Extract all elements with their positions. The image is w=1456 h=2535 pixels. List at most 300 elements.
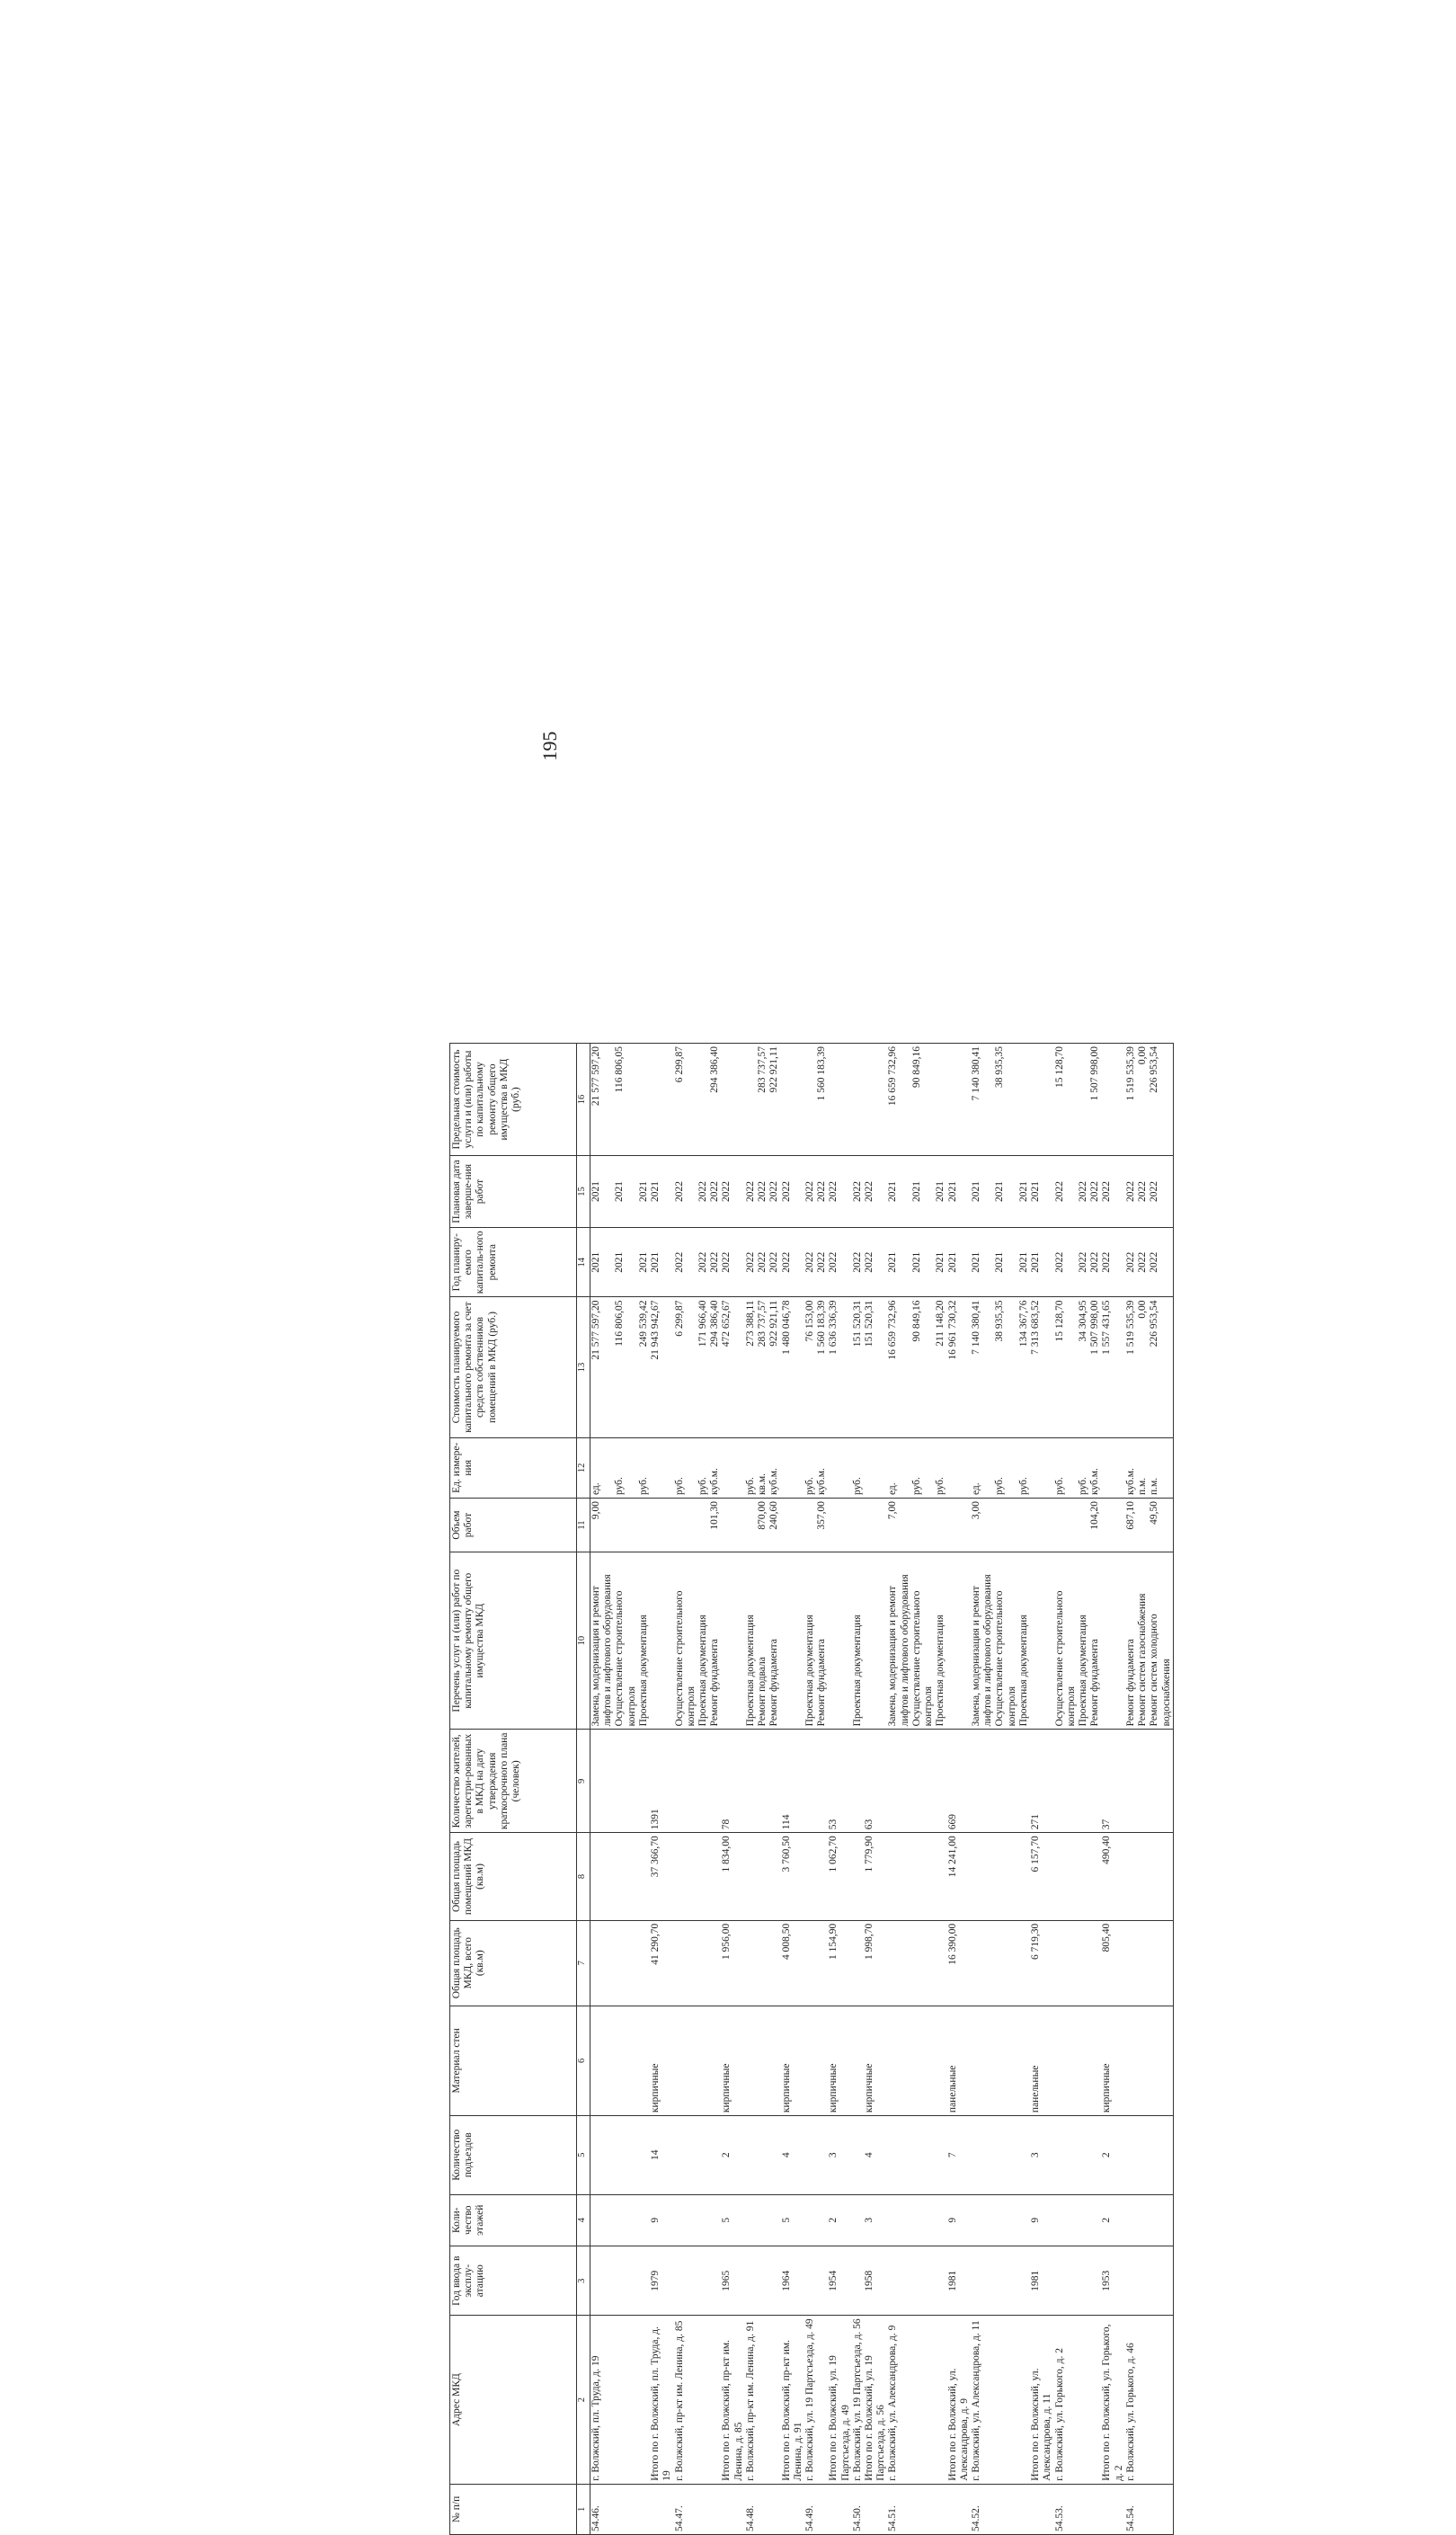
- cell-col-9: [935, 1730, 946, 1833]
- cell-col-11: [994, 1499, 1017, 1552]
- cell-col-12: руб.: [638, 1437, 650, 1498]
- cell-col-1: [650, 2484, 673, 2534]
- cell-col-5: [1078, 2116, 1089, 2194]
- column-header-8: Общая площадь помещений МКД (кв.м): [450, 1833, 577, 1920]
- cell-col-3: 1965: [721, 2246, 744, 2315]
- cell-col-8: [674, 1833, 697, 1920]
- cell-col-6: [1078, 2006, 1089, 2115]
- cell-col-2: [816, 2316, 828, 2484]
- cell-col-15: 2021: [887, 1156, 910, 1228]
- cell-col-9: [1078, 1730, 1089, 1833]
- cell-col-1: [781, 2484, 804, 2534]
- cell-col-5: [1018, 2116, 1030, 2194]
- cell-col-11: [911, 1499, 935, 1552]
- cell-col-10: [650, 1552, 673, 1729]
- cell-col-4: [1078, 2194, 1089, 2246]
- cell-col-15: 2022: [864, 1156, 887, 1228]
- cell-col-14: 2021: [1018, 1227, 1030, 1296]
- cell-col-6: [590, 2006, 615, 2115]
- cell-col-16: 1 507 998,00: [1089, 1044, 1101, 1156]
- cell-col-8: [614, 1833, 637, 1920]
- cell-col-1: [1137, 2484, 1149, 2534]
- table-row: [1125, 1044, 1137, 2535]
- table-row: [804, 1044, 816, 2535]
- table-row: [757, 1044, 768, 2535]
- cell-col-12: куб.м.: [768, 1437, 780, 1498]
- cell-col-6: [911, 2006, 935, 2115]
- cell-col-16: [828, 1044, 851, 1156]
- cell-col-15: 2022: [828, 1156, 851, 1228]
- cell-col-2: Итого по г. Волжский, ул. 19 Партсъезда, д. 56: [864, 2316, 887, 2484]
- cell-col-15: 2021: [1018, 1156, 1030, 1228]
- table-row: [721, 1044, 744, 2535]
- cell-col-9: [1054, 1730, 1078, 1833]
- cell-col-11: [697, 1499, 709, 1552]
- column-number-9: 9: [577, 1730, 590, 1833]
- cell-col-10: Проектная документация: [745, 1552, 757, 1729]
- cell-col-5: [887, 2116, 910, 2194]
- cell-col-5: [674, 2116, 697, 2194]
- cell-col-10: Осуществление строительного контроля: [1054, 1552, 1078, 1729]
- cell-col-3: [887, 2246, 910, 2315]
- cell-col-7: [1054, 1920, 1078, 2006]
- cell-col-16: 15 128,70: [1054, 1044, 1078, 1156]
- cell-col-13: 1 519 535,39: [1125, 1297, 1137, 1437]
- cell-col-11: [947, 1499, 971, 1552]
- cell-col-14: 2022: [1054, 1227, 1078, 1296]
- cell-col-10: [828, 1552, 851, 1729]
- cell-col-14: 2021: [947, 1227, 971, 1296]
- cell-col-4: 2: [828, 2194, 851, 2246]
- cell-col-16: [804, 1044, 816, 1156]
- cell-col-11: [935, 1499, 946, 1552]
- cell-col-8: [1125, 1833, 1137, 1920]
- cell-col-9: [745, 1730, 757, 1833]
- cell-col-12: руб.: [674, 1437, 697, 1498]
- cell-col-16: 922 921,11: [768, 1044, 780, 1156]
- column-header-1: № п/п: [450, 2484, 577, 2534]
- cell-col-3: [1137, 2246, 1149, 2315]
- cell-col-13: 1 636 336,39: [828, 1297, 851, 1437]
- cell-col-5: 4: [864, 2116, 887, 2194]
- cell-col-3: [697, 2246, 709, 2315]
- cell-col-14: 2021: [1030, 1227, 1053, 1296]
- cell-col-2: г. Волжский, ул. 19 Партсъезда, д. 56: [852, 2316, 864, 2484]
- cell-col-5: [1054, 2116, 1078, 2194]
- cell-col-4: [816, 2194, 828, 2246]
- cell-col-1: [911, 2484, 935, 2534]
- cell-col-16: 0,00: [1137, 1044, 1149, 1156]
- cell-col-6: [1018, 2006, 1030, 2115]
- cell-col-4: [887, 2194, 910, 2246]
- cell-col-5: 2: [1101, 2116, 1124, 2194]
- cell-col-6: [1137, 2006, 1149, 2115]
- table-row: [994, 1044, 1017, 2535]
- cell-col-11: [721, 1499, 744, 1552]
- cell-col-13: 21 577 597,20: [590, 1297, 615, 1437]
- capital-repair-table: [449, 1043, 1174, 2535]
- cell-col-15: 2022: [852, 1156, 864, 1228]
- column-number-12: 12: [577, 1437, 590, 1498]
- cell-col-5: [804, 2116, 816, 2194]
- cell-col-5: [590, 2116, 615, 2194]
- table-row: [745, 1044, 757, 2535]
- cell-col-6: [1149, 2006, 1173, 2115]
- cell-col-5: [614, 2116, 637, 2194]
- cell-col-16: 1 519 535,39: [1125, 1044, 1137, 1156]
- cell-col-6: [1125, 2006, 1137, 2115]
- cell-col-9: [911, 1730, 935, 1833]
- cell-col-9: [1137, 1730, 1149, 1833]
- cell-col-8: [1078, 1833, 1089, 1920]
- cell-col-3: [709, 2246, 721, 2315]
- cell-col-13: 472 652,67: [721, 1297, 744, 1437]
- cell-col-2: Итого по г. Волжский, ул. Горького, д. 2: [1101, 2316, 1124, 2484]
- cell-col-16: [1018, 1044, 1030, 1156]
- cell-col-8: 1 834,00: [721, 1833, 744, 1920]
- cell-col-10: [1101, 1552, 1124, 1729]
- cell-col-7: [638, 1920, 650, 2006]
- cell-col-7: [757, 1920, 768, 2006]
- cell-col-11: [1030, 1499, 1053, 1552]
- cell-col-8: [935, 1833, 946, 1920]
- cell-col-12: руб.: [994, 1437, 1017, 1498]
- cell-col-12: [1030, 1437, 1053, 1498]
- cell-col-15: 2022: [757, 1156, 768, 1228]
- cell-col-16: [781, 1044, 804, 1156]
- cell-col-13: 15 128,70: [1054, 1297, 1078, 1437]
- cell-col-7: 6 719,30: [1030, 1920, 1053, 2006]
- cell-col-4: [745, 2194, 757, 2246]
- column-number-16: 16: [577, 1044, 590, 1156]
- cell-col-13: 6 299,87: [674, 1297, 697, 1437]
- cell-col-15: 2022: [709, 1156, 721, 1228]
- cell-col-1: 54.50.: [852, 2484, 864, 2534]
- cell-col-16: 16 659 732,96: [887, 1044, 910, 1156]
- table-row: [1149, 1044, 1173, 2535]
- cell-col-15: 2022: [674, 1156, 697, 1228]
- cell-col-15: 2021: [971, 1156, 994, 1228]
- cell-col-15: 2021: [614, 1156, 637, 1228]
- cell-col-2: [757, 2316, 768, 2484]
- cell-col-9: 114: [781, 1730, 804, 1833]
- cell-col-10: Осуществление строительного контроля: [614, 1552, 637, 1729]
- cell-col-11: [1078, 1499, 1089, 1552]
- cell-col-1: [994, 2484, 1017, 2534]
- cell-col-7: 805,40: [1101, 1920, 1124, 2006]
- cell-col-6: [638, 2006, 650, 2115]
- cell-col-1: [614, 2484, 637, 2534]
- cell-col-14: 2022: [721, 1227, 744, 1296]
- cell-col-11: 240,60: [768, 1499, 780, 1552]
- cell-col-3: [638, 2246, 650, 2315]
- cell-col-1: 54.48.: [745, 2484, 757, 2534]
- cell-col-15: 2021: [650, 1156, 673, 1228]
- cell-col-7: [1149, 1920, 1173, 2006]
- cell-col-6: [757, 2006, 768, 2115]
- cell-col-1: [1078, 2484, 1089, 2534]
- cell-col-16: 1 560 183,39: [816, 1044, 828, 1156]
- cell-col-1: 54.51.: [887, 2484, 910, 2534]
- cell-col-9: [971, 1730, 994, 1833]
- cell-col-1: [935, 2484, 946, 2534]
- cell-col-11: [1018, 1499, 1030, 1552]
- cell-col-2: [994, 2316, 1017, 2484]
- cell-col-3: 1981: [1030, 2246, 1053, 2315]
- cell-col-16: 294 386,40: [709, 1044, 721, 1156]
- cell-col-7: [745, 1920, 757, 2006]
- cell-col-10: Осуществление строительного контроля: [674, 1552, 697, 1729]
- cell-col-16: [852, 1044, 864, 1156]
- cell-col-7: [911, 1920, 935, 2006]
- cell-col-13: 7 313 683,52: [1030, 1297, 1053, 1437]
- cell-col-16: [1101, 1044, 1124, 1156]
- cell-col-8: [816, 1833, 828, 1920]
- cell-col-12: [1101, 1437, 1124, 1498]
- cell-col-8: [757, 1833, 768, 1920]
- cell-col-15: 2022: [1089, 1156, 1101, 1228]
- column-number-11: 11: [577, 1499, 590, 1552]
- cell-col-13: 7 140 380,41: [971, 1297, 994, 1437]
- cell-col-11: [650, 1499, 673, 1552]
- cell-col-15: 2022: [1149, 1156, 1173, 1228]
- column-header-4: Коли-чество этажей: [450, 2194, 577, 2246]
- cell-col-3: 1964: [781, 2246, 804, 2315]
- cell-col-9: [674, 1730, 697, 1833]
- cell-col-14: 2022: [804, 1227, 816, 1296]
- column-header-5: Количество подъездов: [450, 2116, 577, 2194]
- cell-col-2: [638, 2316, 650, 2484]
- cell-col-8: [1149, 1833, 1173, 1920]
- cell-col-6: кирпичные: [864, 2006, 887, 2115]
- cell-col-12: куб.м.: [1089, 1437, 1101, 1498]
- cell-col-1: 54.54.: [1125, 2484, 1137, 2534]
- cell-col-16: [721, 1044, 744, 1156]
- cell-col-5: [816, 2116, 828, 2194]
- cell-col-15: 2021: [590, 1156, 615, 1228]
- cell-col-9: [804, 1730, 816, 1833]
- cell-col-16: [745, 1044, 757, 1156]
- cell-col-16: 116 806,05: [614, 1044, 637, 1156]
- cell-col-4: [1137, 2194, 1149, 2246]
- cell-col-3: 1981: [947, 2246, 971, 2315]
- cell-col-8: [911, 1833, 935, 1920]
- cell-col-10: Проектная документация: [638, 1552, 650, 1729]
- cell-col-6: [887, 2006, 910, 2115]
- cell-col-13: 21 943 942,67: [650, 1297, 673, 1437]
- cell-col-14: 2022: [1137, 1227, 1149, 1296]
- cell-col-13: 1 560 183,39: [816, 1297, 828, 1437]
- cell-col-12: руб.: [852, 1437, 864, 1498]
- cell-col-3: [994, 2246, 1017, 2315]
- cell-col-15: 2022: [1101, 1156, 1124, 1228]
- cell-col-6: панельные: [1030, 2006, 1053, 2115]
- cell-col-4: [935, 2194, 946, 2246]
- cell-col-4: [971, 2194, 994, 2246]
- cell-col-15: 2022: [816, 1156, 828, 1228]
- cell-col-14: 2021: [911, 1227, 935, 1296]
- cell-col-11: [1054, 1499, 1078, 1552]
- cell-col-6: [935, 2006, 946, 2115]
- cell-col-10: Осуществление строительного контроля: [994, 1552, 1017, 1729]
- cell-col-4: [1054, 2194, 1078, 2246]
- column-number-14: 14: [577, 1227, 590, 1296]
- cell-col-6: [674, 2006, 697, 2115]
- cell-col-1: [757, 2484, 768, 2534]
- table-row: [697, 1044, 709, 2535]
- cell-col-11: 49,50: [1149, 1499, 1173, 1552]
- cell-col-15: 2022: [1078, 1156, 1089, 1228]
- cell-col-13: 1 557 431,65: [1101, 1297, 1124, 1437]
- column-header-7: Общая площадь МКД, всего (кв.м): [450, 1920, 577, 2006]
- cell-col-5: [1125, 2116, 1137, 2194]
- cell-col-12: руб.: [614, 1437, 637, 1498]
- cell-col-9: [768, 1730, 780, 1833]
- cell-col-12: руб.: [745, 1437, 757, 1498]
- column-number-15: 15: [577, 1156, 590, 1228]
- cell-col-12: [650, 1437, 673, 1498]
- cell-col-13: 1 507 998,00: [1089, 1297, 1101, 1437]
- cell-col-11: [674, 1499, 697, 1552]
- cell-col-7: 41 290,70: [650, 1920, 673, 2006]
- cell-col-4: 2: [1101, 2194, 1124, 2246]
- cell-col-10: Проектная документация: [1078, 1552, 1089, 1729]
- cell-col-1: [1149, 2484, 1173, 2534]
- cell-col-3: [614, 2246, 637, 2315]
- header-row: [450, 1044, 577, 2535]
- column-header-16: Предельная стоимость услуги и (или) работы по капитальному ремонту общего имущества в МКД (руб.): [450, 1044, 577, 1156]
- cell-col-4: [590, 2194, 615, 2246]
- cell-col-6: кирпичные: [828, 2006, 851, 2115]
- cell-col-8: [1018, 1833, 1030, 1920]
- cell-col-4: [1149, 2194, 1173, 2246]
- cell-col-13: 34 304,95: [1078, 1297, 1089, 1437]
- table-row: [590, 1044, 615, 2535]
- cell-col-1: [709, 2484, 721, 2534]
- cell-col-2: [768, 2316, 780, 2484]
- cell-col-6: [971, 2006, 994, 2115]
- table-row: [638, 1044, 650, 2535]
- table-row: [1089, 1044, 1101, 2535]
- cell-col-10: Ремонт фундамента: [709, 1552, 721, 1729]
- cell-col-2: [1018, 2316, 1030, 2484]
- cell-col-12: руб.: [697, 1437, 709, 1498]
- cell-col-3: [804, 2246, 816, 2315]
- cell-col-7: [590, 1920, 615, 2006]
- table-row: [852, 1044, 864, 2535]
- cell-col-8: [768, 1833, 780, 1920]
- cell-col-8: [994, 1833, 1017, 1920]
- cell-col-6: кирпичные: [781, 2006, 804, 2115]
- cell-col-3: [674, 2246, 697, 2315]
- cell-col-1: 54.46.: [590, 2484, 615, 2534]
- cell-col-2: г. Волжский, пр-кт им. Ленина, д. 91: [745, 2316, 757, 2484]
- cell-col-8: [697, 1833, 709, 1920]
- cell-col-2: Итого по г. Волжский, ул. 19 Партсъезда, д. 49: [828, 2316, 851, 2484]
- cell-col-2: Итого по г. Волжский, пр-кт им. Ленина, д. 91: [781, 2316, 804, 2484]
- cell-col-16: 7 140 380,41: [971, 1044, 994, 1156]
- cell-col-3: 1954: [828, 2246, 851, 2315]
- cell-col-1: 54.52.: [971, 2484, 994, 2534]
- cell-col-11: 104,20: [1089, 1499, 1101, 1552]
- cell-col-8: [590, 1833, 615, 1920]
- cell-col-3: [768, 2246, 780, 2315]
- cell-col-5: [757, 2116, 768, 2194]
- cell-col-7: 1 956,00: [721, 1920, 744, 2006]
- cell-col-9: [697, 1730, 709, 1833]
- table-row: [911, 1044, 935, 2535]
- cell-col-5: [1149, 2116, 1173, 2194]
- cell-col-7: 1 998,70: [864, 1920, 887, 2006]
- column-header-6: Материал стен: [450, 2006, 577, 2115]
- cell-col-11: 101,30: [709, 1499, 721, 1552]
- cell-col-13: 1 480 046,78: [781, 1297, 804, 1437]
- cell-col-8: 1 062,70: [828, 1833, 851, 1920]
- cell-col-9: [994, 1730, 1017, 1833]
- cell-col-4: [1089, 2194, 1101, 2246]
- cell-col-5: [1137, 2116, 1149, 2194]
- cell-col-15: 2022: [1125, 1156, 1137, 1228]
- cell-col-14: 2022: [1089, 1227, 1101, 1296]
- cell-col-14: 2022: [1125, 1227, 1137, 1296]
- cell-col-2: г. Волжский, пр-кт им. Ленина, д. 85: [674, 2316, 697, 2484]
- column-number-6: 6: [577, 2006, 590, 2115]
- cell-col-8: 6 157,70: [1030, 1833, 1053, 1920]
- cell-col-6: [745, 2006, 757, 2115]
- cell-col-7: [1078, 1920, 1089, 2006]
- cell-col-5: [709, 2116, 721, 2194]
- cell-col-12: руб.: [804, 1437, 816, 1498]
- cell-col-16: 283 737,57: [757, 1044, 768, 1156]
- cell-col-3: [590, 2246, 615, 2315]
- table-row: [709, 1044, 721, 2535]
- cell-col-5: [1089, 2116, 1101, 2194]
- cell-col-2: Итого по г. Волжский, ул. Александрова, д. 11: [1030, 2316, 1053, 2484]
- cell-col-7: [1018, 1920, 1030, 2006]
- cell-col-12: куб.м.: [816, 1437, 828, 1498]
- cell-col-3: [935, 2246, 946, 2315]
- cell-col-12: [828, 1437, 851, 1498]
- cell-col-1: 54.53.: [1054, 2484, 1078, 2534]
- cell-col-16: [697, 1044, 709, 1156]
- cell-col-15: 2022: [804, 1156, 816, 1228]
- column-number-7: 7: [577, 1920, 590, 2006]
- cell-col-2: [1149, 2316, 1173, 2484]
- cell-col-10: Проектная документация: [1018, 1552, 1030, 1729]
- cell-col-12: руб.: [1054, 1437, 1078, 1498]
- cell-col-13: 226 953,54: [1149, 1297, 1173, 1437]
- table-row: [768, 1044, 780, 2535]
- cell-col-11: 687,10: [1125, 1499, 1137, 1552]
- cell-col-14: 2022: [768, 1227, 780, 1296]
- cell-col-8: 3 760,50: [781, 1833, 804, 1920]
- table-body: [590, 1044, 1174, 2535]
- cell-col-12: руб.: [1018, 1437, 1030, 1498]
- cell-col-1: [1089, 2484, 1101, 2534]
- cell-col-10: Ремонт систем холодного водоснабжения: [1149, 1552, 1173, 1729]
- cell-col-9: 63: [864, 1730, 887, 1833]
- table-row: [1101, 1044, 1124, 2535]
- cell-col-15: 2021: [1030, 1156, 1053, 1228]
- cell-col-3: [1089, 2246, 1101, 2315]
- column-header-11: Объем работ: [450, 1499, 577, 1552]
- cell-col-9: 271: [1030, 1730, 1053, 1833]
- cell-col-5: [638, 2116, 650, 2194]
- cell-col-12: руб.: [1078, 1437, 1089, 1498]
- cell-col-14: 2021: [994, 1227, 1017, 1296]
- column-header-2: Адрес МКД: [450, 2316, 577, 2484]
- cell-col-14: 2021: [650, 1227, 673, 1296]
